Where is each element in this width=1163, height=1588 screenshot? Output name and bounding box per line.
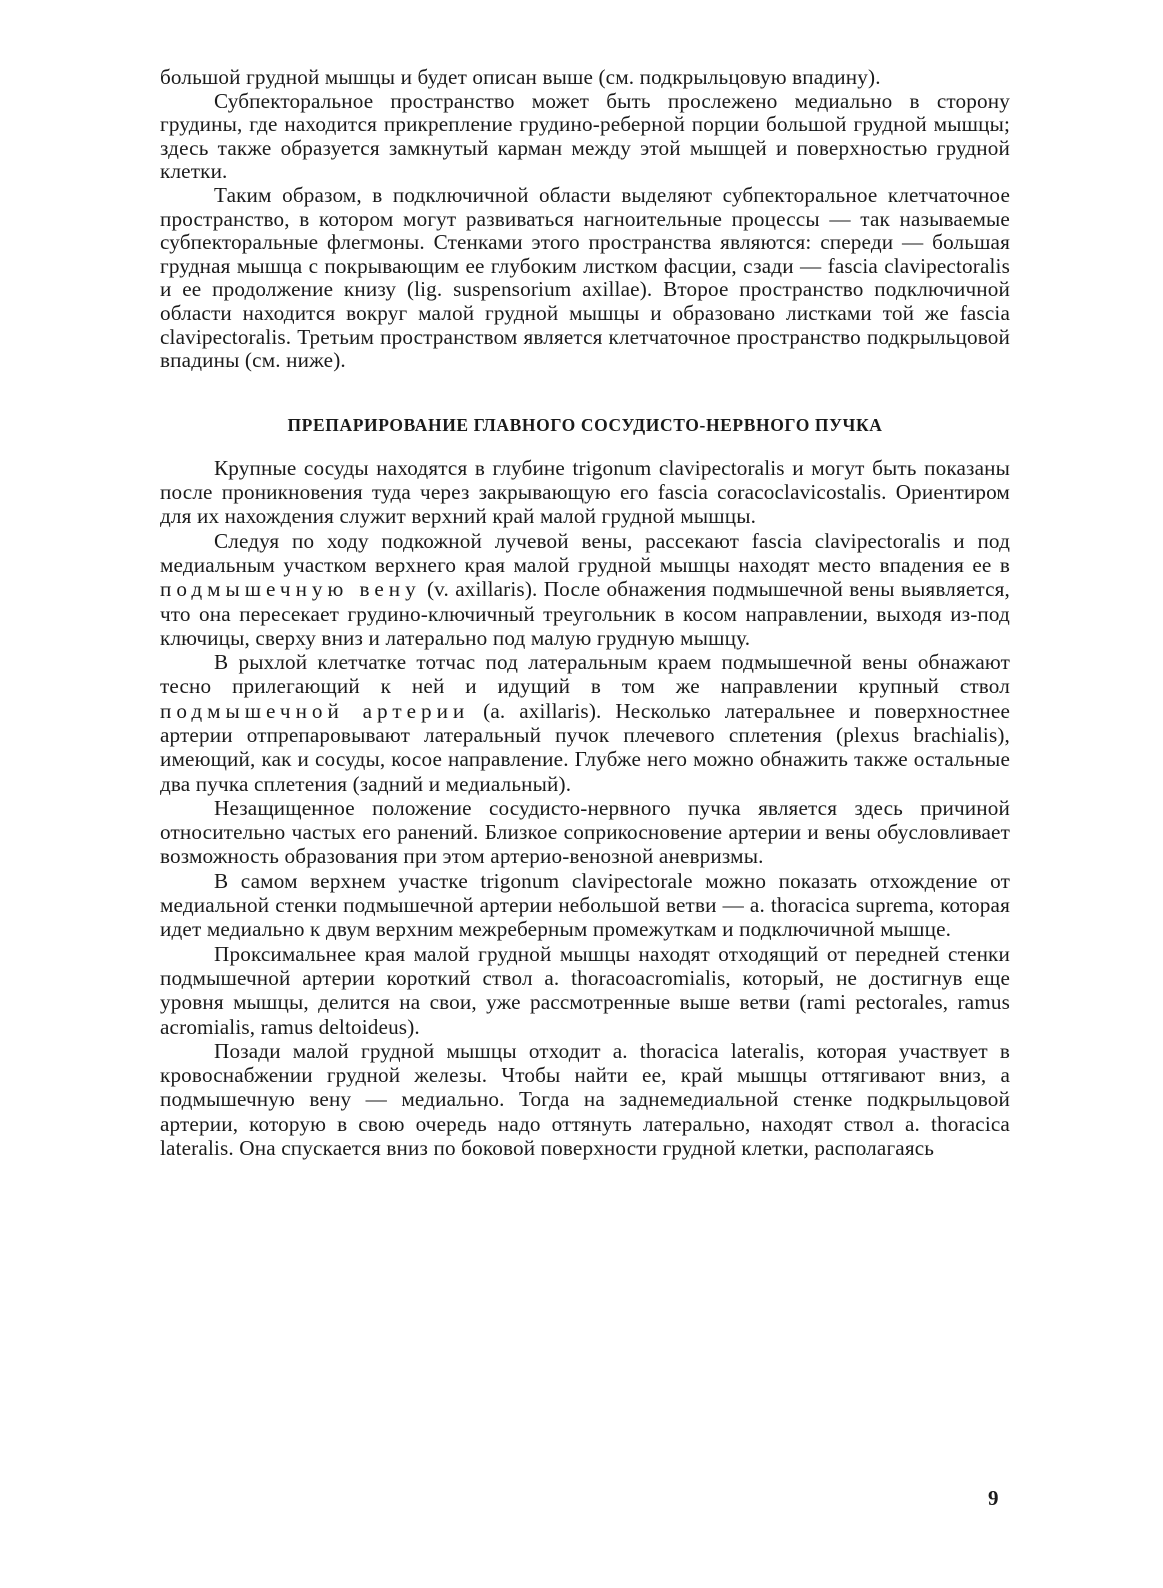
paragraph-thoracica-suprema: В самом верхнем участке trigonum clavipectorale можно показать отхождение от медиальной стенки подмышечной артерии небольшой ветви — a. thoracica suprema, которая идет медиально к двум верхним межреберным промежуткам и подключичной мышце. xyxy=(160,868,1010,942)
text-fragment: В рыхлой клетчатке тотчас под латеральным краем подмышечной вены обнажают тесно прилегающий к ней и идущий в том же направлении крупный ствол xyxy=(160,650,1010,699)
paragraph-thoracoacromialis: Проксимальнее края малой грудной мышцы находят отходящий от передней стенки подмышечной артерии короткий ствол a. thoracoacromialis, который, не достигнув еще уровня мышцы, делится на свои, уже рассмотренные выше ветви (rami pectorales, ramus acromialis, ramus deltoideus). xyxy=(160,941,1010,1039)
page-body xyxy=(160,66,1010,1160)
spaced-term: подмышечную вену xyxy=(160,577,421,602)
paragraph-summary-spaces: Таким образом, в подключичной области выделяют субпекторальное клетчаточное пространство, в котором могут развиваться нагноительные процессы — так называемые субпекторальные флегмоны. Стенками этого пространства являются: спереди — большая грудная мышца с покрывающим ее глубоким листком фасции, сзади — fascia clavipectoralis и ее продолжение книзу (lig. suspensorium axillae). Второе пространство подключичной области находится вокруг малой грудной мышцы и образовано листками той же fascia clavipectoralis. Третьим пространством является клетчаточное пространство подкрыльцовой впадины (см. ниже). xyxy=(160,182,1010,373)
text-fragment: (a. axillaris). Несколько латеральнее и поверхностнее артерии отпрепаровывают латеральный пучок плечевого сплетения (plexus brachialis), имеющий, как и сосуды, косое направление. Глубже него можно обнажить также остальные два пучка сплетения (задний и медиальный). xyxy=(160,698,1010,796)
paragraph-subpectoral-space: Субпекторальное пространство может быть прослежено медиально в сторону грудины, где находится прикрепление грудино-реберной порции большой грудной мышцы; здесь также образуется замкнутый карман между этой мышцей и поверхностью грудной клетки. xyxy=(160,88,1010,184)
paragraph-large-vessels: Крупные сосуды находятся в глубине trigonum clavipectoralis и могут быть показаны после проникновения туда через закрывающую его fascia coracoclavicostalis. Ориентиром для их нахождения служит верхний край малой грудной мышцы. xyxy=(160,455,1010,529)
text-fragment: Следуя по ходу подкожной лучевой вены, рассекают fascia clavipectoralis и под медиальным участком верхнего края малой грудной мышцы находят место впадения ее в xyxy=(160,528,1010,577)
top-section xyxy=(160,66,1010,373)
paragraph-injury-risk: Незащищенное положение сосудисто-нервного пучка является здесь причиной относительно частых его ранений. Близкое соприкосновение артерии и вены обусловливает возможность образования при этом артерио-венозной аневризмы. xyxy=(160,795,1010,869)
section-heading: ПРЕПАРИРОВАНИЕ ГЛАВНОГО СОСУДИСТО-НЕРВНОГО ПУЧКА xyxy=(287,414,883,435)
paragraph-axillary-vein xyxy=(160,529,1010,650)
page-number: 9 xyxy=(988,1486,999,1510)
text-fragment: (v. axillaris). После обнажения подмышечной вены выявляется, что она пересекает грудино-ключичный треугольник в косом направлении, выходя из-под ключицы, сверху вниз и латерально под малую грудную мышцу. xyxy=(160,577,1010,650)
spaced-term: подмышечной артерии xyxy=(160,698,470,723)
paragraph-thoracica-lateralis: Позади малой грудной мышцы отходит a. thoracica lateralis, которая участвует в кровоснабжении грудной железы. Чтобы найти ее, край мышцы оттягивают вниз, а подмышечную вену — медиально. Тогда на заднемедиальной стенке подкрыльцовой артерии, которую в свою очередь надо оттянуть латерально, находят ствол a. thoracica lateralis. Она спускается вниз по боковой поверхности грудной клетки, располагаясь xyxy=(160,1038,1010,1161)
main-section xyxy=(160,456,1010,1161)
paragraph-axillary-artery xyxy=(160,650,1010,796)
paragraph-continued: большой грудной мышцы и будет описан выше (см. подкрыльцовую впадину). xyxy=(160,65,881,89)
